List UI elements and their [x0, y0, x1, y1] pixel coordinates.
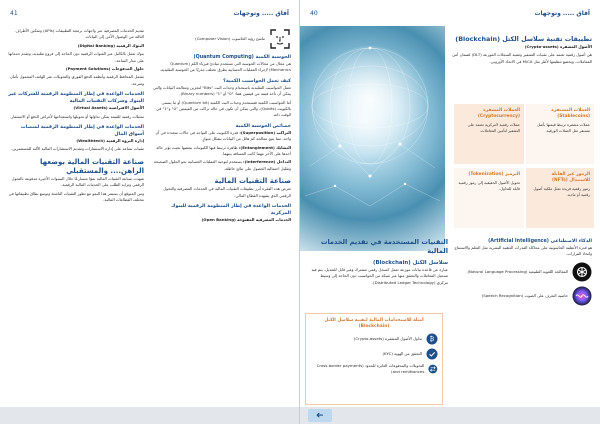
blockchain-column	[452, 30, 592, 67]
wealth-heading: الخدمات الواعدة في إطار المنظومة الرقمية لمنصات أسواق المال	[20, 125, 144, 138]
intro-text: تقديم الخدمات المصرفية عبر واجهات برمجة التطبيقات (APIs) وتمكين الأطراف الثالثة من الوصول الآمن إلى البيانات.	[15, 28, 144, 40]
siri-logo-icon	[572, 286, 592, 306]
payment-label: حلول المدفوعات (Payment Solutions)	[65, 66, 144, 72]
ai-text: هو قدرة الأنظمة الحاسوبية على محاكاة القدرات الذهنية البشرية مثل التعلم والاستنتاج واتخاذ القرارات.	[454, 245, 592, 257]
main-section	[310, 233, 448, 288]
quantum-text: هي مجال من مجالات الحوسبة التي تستخدم مبادئ فيزياء الكم (Quantum Mechanics) لإجراء العمليات الحسابية بطرق تختلف جذريًا عن الحوسبة التقليدية.	[159, 61, 291, 73]
ai-item: المعالجة اللغوية الطبيعية (Natural Language Processing)	[452, 262, 592, 282]
qubit-text: أما الحواسيب الكمية فتستخدم وحدات البت الكمية (Quantum bit) أو ما يسمى بالكيوبت (Qubits)، والتي يمكن أن تكون في حالة تراكب من القيمتين "0" و"1" في الوقت ذاته.	[156, 99, 291, 118]
crypto-assets-label: الأصول المشفرة (Crypto-assets)	[524, 44, 592, 49]
crypto-assets-text: هي أصول رقمية تعتمد على تقنيات التشفير وتقنية السجلات الموزعة (DLT) لضمان أمن المعاملات، ويخضع تنظيمها لأطر مثل MiCA في الاتحاد الأوروبي.	[452, 52, 592, 64]
card-stablecoins: العملات المستقرة (Stablecoins) عملات مشفرة ترتبط قيمتها بأصل مستقر مثل العملات الورقية.	[526, 104, 594, 164]
digital-banking-label: البنوك الرقمية (Digital Banking)	[77, 42, 144, 48]
virtual-text: تمثيلات رقمية للقيمة يمكن تداولها أو تحويلها واستخدامها لأغراض الدفع أو الاستثمار.	[9, 113, 144, 119]
how-text: تعمل الحواسيب التقليدية باستخدام وحدات البت "Bits" لتخزين ومعالجة البيانات والتي يمكن أن تأخذ قيمة من قيمتين هما: "0" أو "1" (Binary numbers).	[153, 84, 291, 97]
finance-heading: صناعة التقنيات المالية	[214, 177, 291, 186]
next-page-button[interactable]	[308, 409, 332, 422]
page-number: 41	[10, 9, 18, 17]
main-text: عبارة عن قاعدة بيانات موزعة تعمل كسجل رقمي مشترك وغير قابل للتعديل، يتم فيه تسجيل المعاملات والتحقق منها عبر شبكة من الحواسيب دون الحاجة إلى وسيط مركزي (Distributed Ledger Technology).	[311, 267, 448, 285]
id-check-icon	[426, 348, 438, 360]
box-item: التحويلات والمدفوعات العابرة للحدود (Cross-border payments and remittances)	[310, 363, 438, 376]
how-heading: كيف تعمل الحواسيب الكمية؟	[223, 78, 291, 84]
card-nfts: الرموز غير القابلة للاستبدال (NFTs) رموز رقمية فريدة تمثل ملكية أصول رقمية أو مادية.	[526, 168, 594, 228]
page-40	[300, 0, 600, 424]
examples-box	[305, 313, 443, 405]
wealth-label: إدارة الثروة الرقمية (Wealthtech)	[76, 138, 144, 144]
virtual-heading: الخدمات الواعدة في إطار المنظومة الرقمية للشركات غير البنوك وشركات التقنيات المالية	[8, 92, 144, 105]
finance-text: تعرض هذه الفقرة أبرز تطبيقات التقنيات المالية في الخدمات المصرفية والتحول الرقمي الذي يشهده القطاع المالي.	[163, 186, 291, 198]
wealth-text: تقنيات تساعد على إدارة الاستثمارات وتقديم الاستشارات المالية الآلية للمستثمرين.	[11, 146, 144, 152]
arrow-left-icon: ➜	[316, 410, 324, 421]
header-title: آفاق ..... وتوجهات	[534, 9, 590, 17]
face-caption: ماسح رؤية الحاسوب (Computer Vision)	[195, 35, 265, 41]
interference: التداخل (Interference): يستخدم لتوجيه العمليات الحسابية نحو الحلول الصحيحة وتقليل احتمالية الحصول على نتائج خاطئة.	[153, 159, 291, 171]
bottom-bar	[0, 407, 299, 424]
box-item: ₿ تداول الأصول المشفرة (Crypto-assets)	[310, 333, 438, 345]
future-heading: صناعة التقنيات المالية بوضعها الراهن.... والمستقبلي	[40, 157, 144, 175]
future-text-2: ومن المتوقع أن يستمر هذا النمو مع تطور التقنيات الناشئة وتوسع نطاق تطبيقاتها في مختلف القطاعات المالية.	[8, 190, 144, 203]
crypto-icon	[426, 333, 438, 345]
ai-section	[452, 234, 592, 306]
face-scan-icon	[269, 28, 291, 50]
banking-heading: الخدمات الواعدة في إطار المنظومة الرقمية للبنوك المركزية	[171, 204, 291, 217]
bottom-bar	[300, 407, 600, 424]
main-heading: التقنيات المستخدمة في تقديم الخدمات المالية	[320, 238, 448, 255]
card-tokenization: الترميز (Tokenization) تحويل الأصول الحقيقية إلى رموز رقمية قابلة للتداول.	[454, 168, 524, 228]
network-sphere-image	[300, 26, 445, 251]
quantum-heading: الحوسبة الكمية (Quantum Computing)	[193, 55, 291, 60]
payment-text: تشمل المحافظ الرقمية وأنظمة الدفع الفوري والتحويلات عبر الهاتف المحمول بأمان وسرعة.	[9, 74, 144, 86]
digital-banking-text: بنوك تعمل بالكامل عبر القنوات الرقمية دون الحاجة إلى فروع تقليدية، وتقدم خدماتها على مدار الساعة.	[8, 51, 144, 63]
column-left	[8, 28, 144, 206]
blockchain-heading: تطبيقات تقنية سلاسل الكتل (Blockchain)	[455, 35, 592, 43]
open-banking: الخدمات المصرفية المفتوحة (Open Banking)	[201, 217, 291, 223]
ai-heading: الذكاء الاصطناعي (Artificial Intelligence)	[488, 239, 592, 244]
ai-item: خاصية التعرف على الصوت (Speech Recognition)	[452, 286, 592, 306]
virtual-label: الأصول الافتراضية (Virtual Assets)	[73, 105, 144, 111]
page-number: 40	[310, 9, 318, 17]
column-right	[151, 28, 291, 226]
entanglement: التشابك (Entanglement): ظاهرة ترتبط فيها الكيوبتات ببعضها بحيث تؤثر حالة أحدها على الآخر مهما كانت المسافة بينهما.	[156, 144, 291, 157]
box-item: التحقق من الهوية (KYC)	[310, 348, 438, 360]
features-heading: خصائص الحوسبة الكمية	[235, 123, 291, 129]
sub-heading: سلاسل الكتل (Blockchain)	[372, 260, 448, 266]
header-title: آفاق ..... وتوجهات	[233, 9, 289, 17]
superposition: التراكب (Superposition): قدرة الكيوبت على التواجد في حالات متعددة في آن واحد، مما يتيح معالجة كم هائل من البيانات بشكل متوازٍ.	[155, 129, 291, 142]
transfer-icon	[428, 363, 438, 375]
blockchain-photo	[300, 26, 445, 251]
future-text: شهدت صناعة التقنيات المالية نموًا متسارعًا خلال السنوات الأخيرة مدفوعة بالتحول الرقمي وتزايد الطلب على الخدمات المالية الرقمية.	[11, 175, 144, 188]
page-header	[300, 0, 600, 26]
box-title: أمثلة للاستخدامات المالية لتقنية سلاسل الكتل (Blockchain)	[324, 318, 424, 329]
svg-text:₿: ₿	[429, 336, 435, 344]
page-header	[0, 0, 299, 26]
card-cryptocurrency: العملات المشفرة (Cryptocurrency) عملات رقمية لامركزية تعتمد على التشفير لتأمين المعاملات.	[454, 104, 524, 164]
chatgpt-logo-icon	[572, 262, 592, 282]
